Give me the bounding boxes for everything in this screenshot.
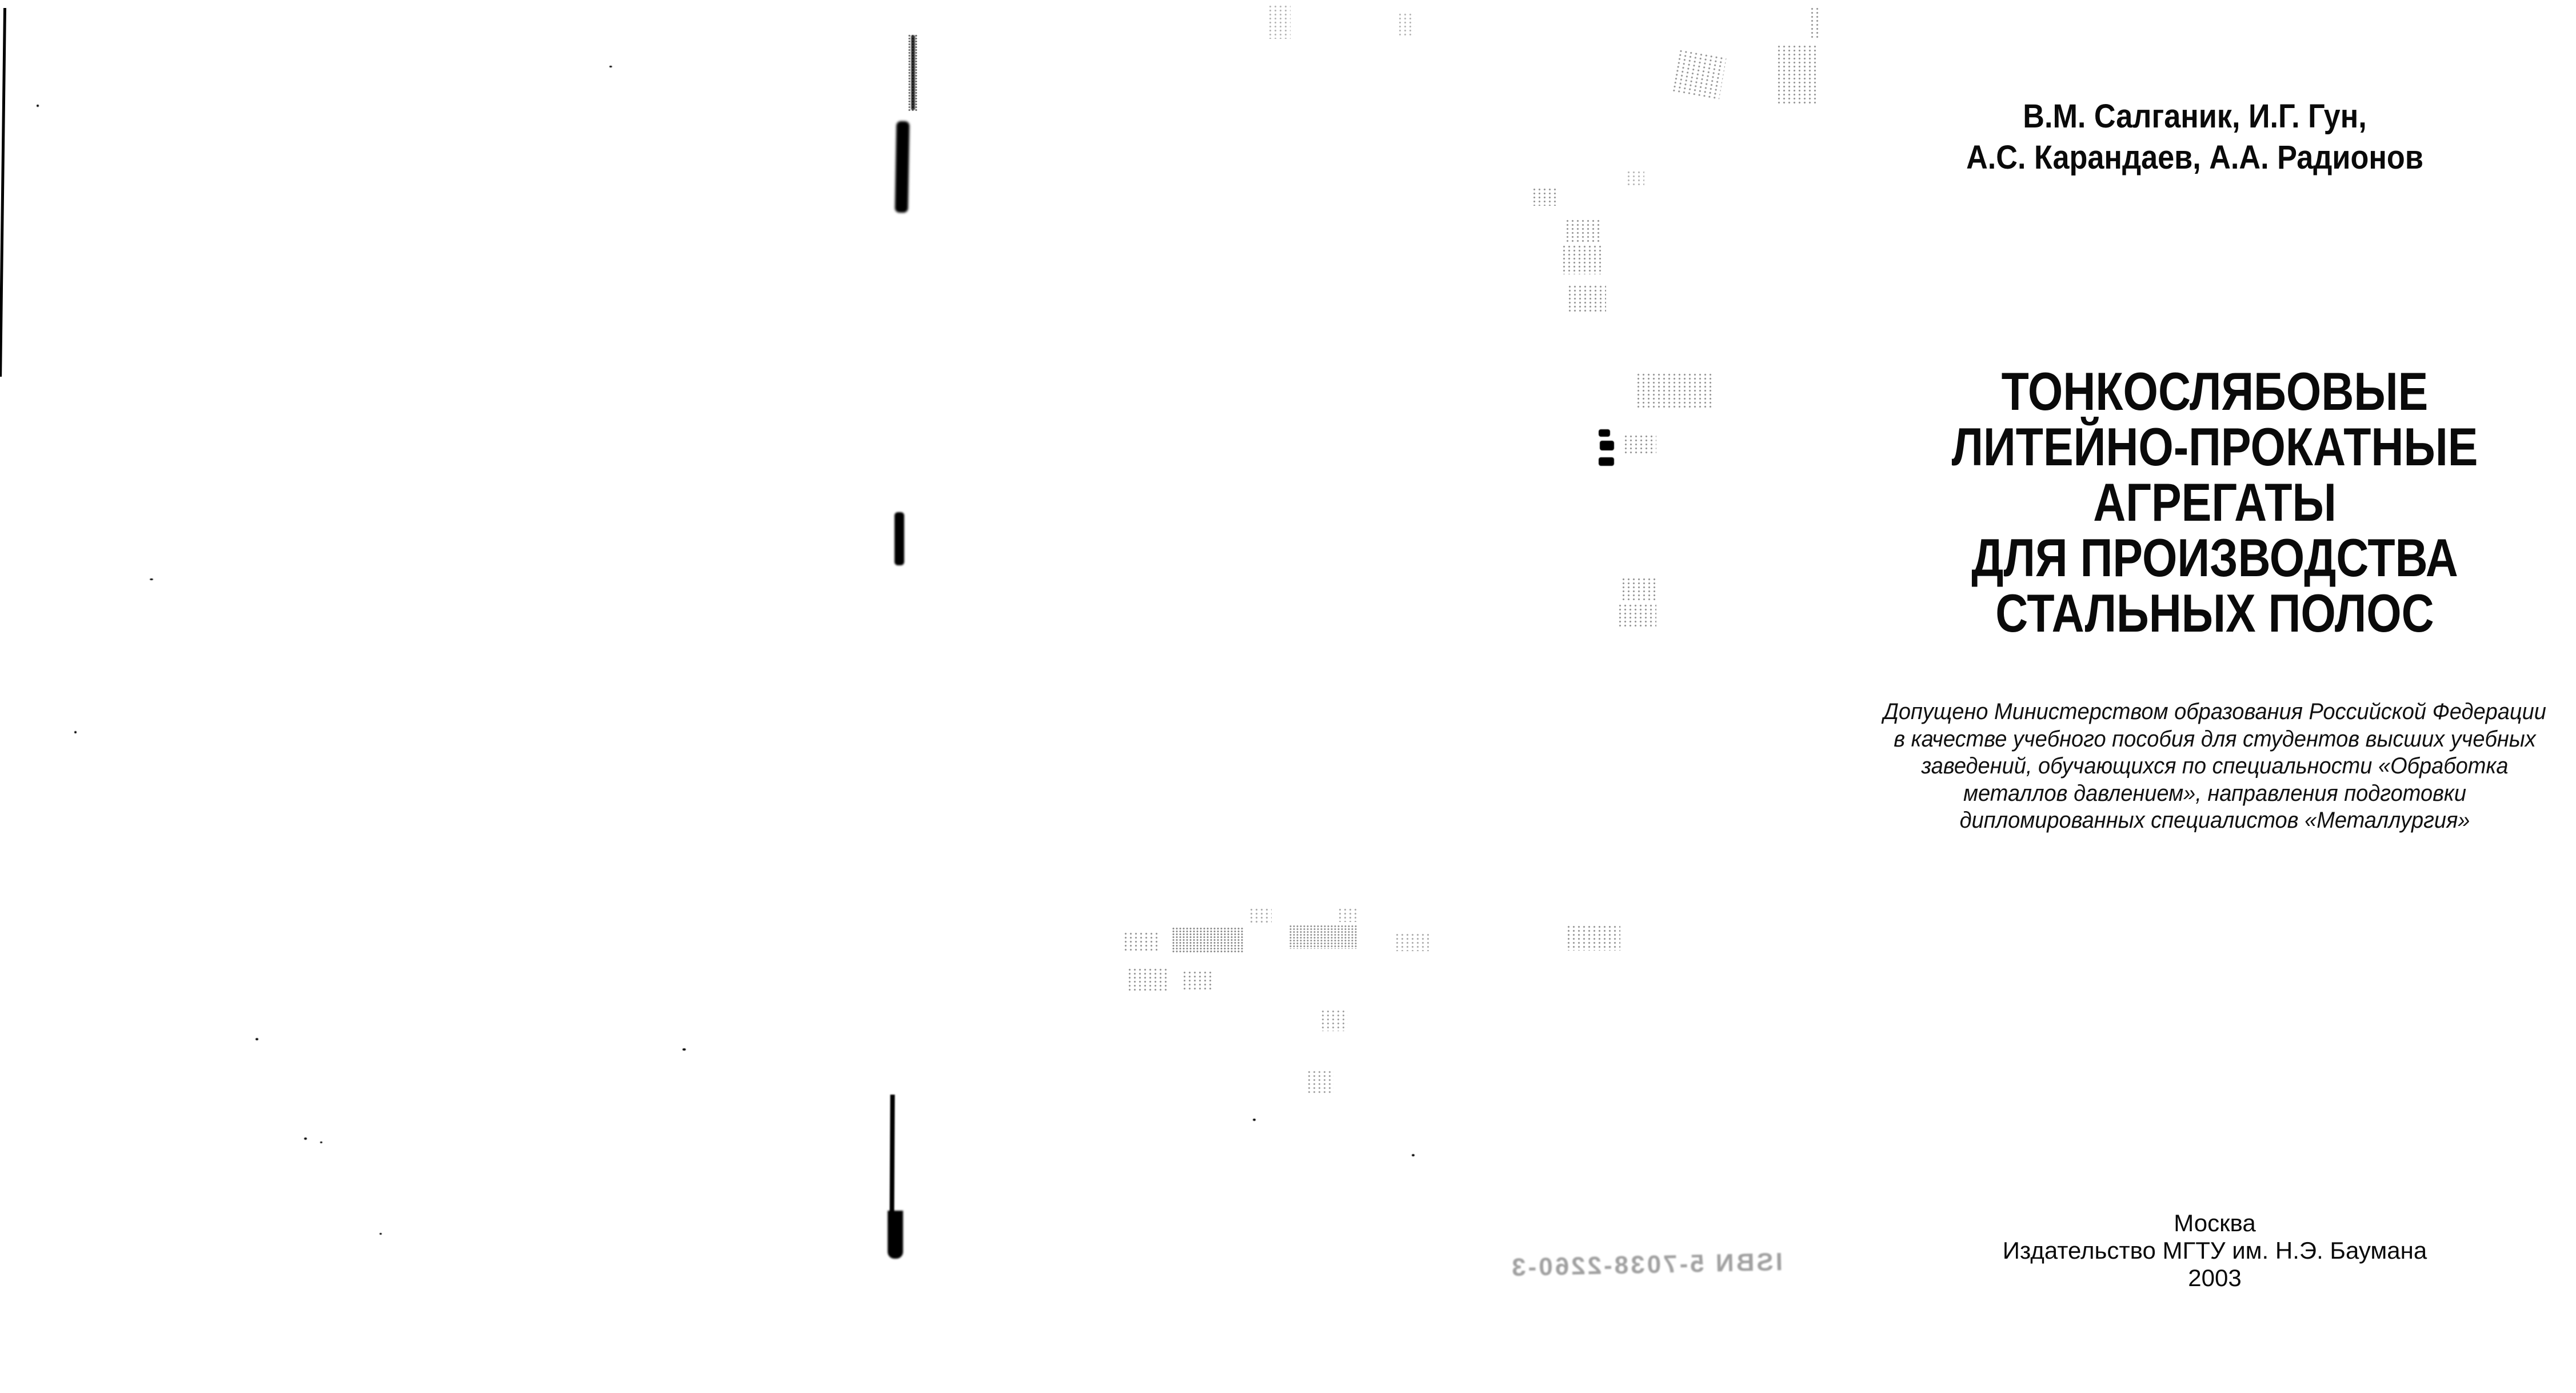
imprint-city: Москва (2174, 1210, 2256, 1236)
scan-speckle (1307, 1070, 1334, 1094)
title-line: АГРЕГАТЫ (2093, 472, 2337, 532)
scan-dot (37, 105, 39, 107)
approval-line: металлов давлением», направления подготовки (1963, 780, 2466, 806)
scan-dot (304, 1137, 307, 1140)
authors-line-2: А.С. Карандаев, А.А. Радионов (1966, 139, 2423, 176)
title-line: ТОНКОСЛЯБОВЫЕ (2001, 361, 2429, 421)
scan-dot (255, 1038, 258, 1040)
scan-speckle (1172, 927, 1243, 953)
authors-line-1: В.М. Салганик, И.Г. Гун, (2023, 98, 2367, 135)
scan-speckle (1532, 187, 1557, 206)
authors-block (1891, 96, 2498, 178)
title-page (886, 0, 2546, 1393)
approval-note (1854, 699, 2576, 835)
scan-speckle (1566, 925, 1620, 951)
imprint-block (1875, 1210, 2555, 1292)
title-line: ДЛЯ ПРОИЗВОДСТВА (1971, 528, 2458, 588)
scan-speckle (1626, 170, 1644, 185)
isbn-bleedthrough-text: ISBN 5-7038-2260-3 (1509, 1248, 1783, 1282)
scan-speckle (1249, 908, 1272, 925)
scan-dot (74, 731, 77, 733)
scan-speckle (1810, 7, 1819, 38)
scan-dot (320, 1141, 322, 1143)
approval-line: заведений, обучающихся по специальности «Обработка (1921, 753, 2509, 779)
scan-blot (1599, 429, 1610, 437)
scan-speckle (1268, 5, 1291, 39)
scan-speckle (1123, 932, 1157, 952)
scan-speckle (1320, 1009, 1348, 1031)
title-line: СТАЛЬНЫХ ПОЛОС (1995, 583, 2434, 643)
scan-speckle (1636, 373, 1713, 408)
scan-blot (1600, 441, 1614, 450)
left-blank-page (0, 0, 886, 1393)
scan-speckle (1561, 245, 1603, 274)
scan-dot (380, 1233, 382, 1235)
book-title (1929, 361, 2501, 643)
scan-speckle (1623, 434, 1656, 455)
approval-line: в качестве учебного пособия для студентов высших учебных (1894, 726, 2536, 752)
scan-dot (1253, 1119, 1256, 1121)
imprint-year: 2003 (2188, 1264, 2242, 1291)
scan-speckle (1567, 285, 1606, 312)
scan-speckle (1397, 13, 1415, 35)
scan-speckle (1127, 968, 1167, 991)
scan-speckle (1776, 45, 1818, 105)
title-line: ЛИТЕЙНО-ПРОКАТНЫЕ (1951, 417, 2478, 477)
scan-speckle (1395, 933, 1429, 951)
scan-speckle (1289, 925, 1357, 949)
scan-speckle (1618, 604, 1656, 628)
scan-speckle (1337, 908, 1357, 922)
scan-speckle (1621, 577, 1656, 600)
scan-dot (150, 578, 153, 580)
approval-line: дипломированных специалистов «Металлургия» (1959, 808, 2470, 833)
scan-speckle (1182, 971, 1213, 991)
imprint-publisher: Издательство МГТУ им. Н.Э. Баумана (2002, 1237, 2427, 1264)
scan-dot (1412, 1154, 1415, 1156)
scan-dot (682, 1048, 686, 1051)
scan-speckle (1671, 49, 1727, 99)
approval-line: Допущено Министерством образования Российской Федерации (1883, 699, 2546, 724)
scan-dot (609, 66, 612, 67)
scan-speckle (1565, 219, 1600, 243)
scan-blot (1599, 457, 1614, 466)
